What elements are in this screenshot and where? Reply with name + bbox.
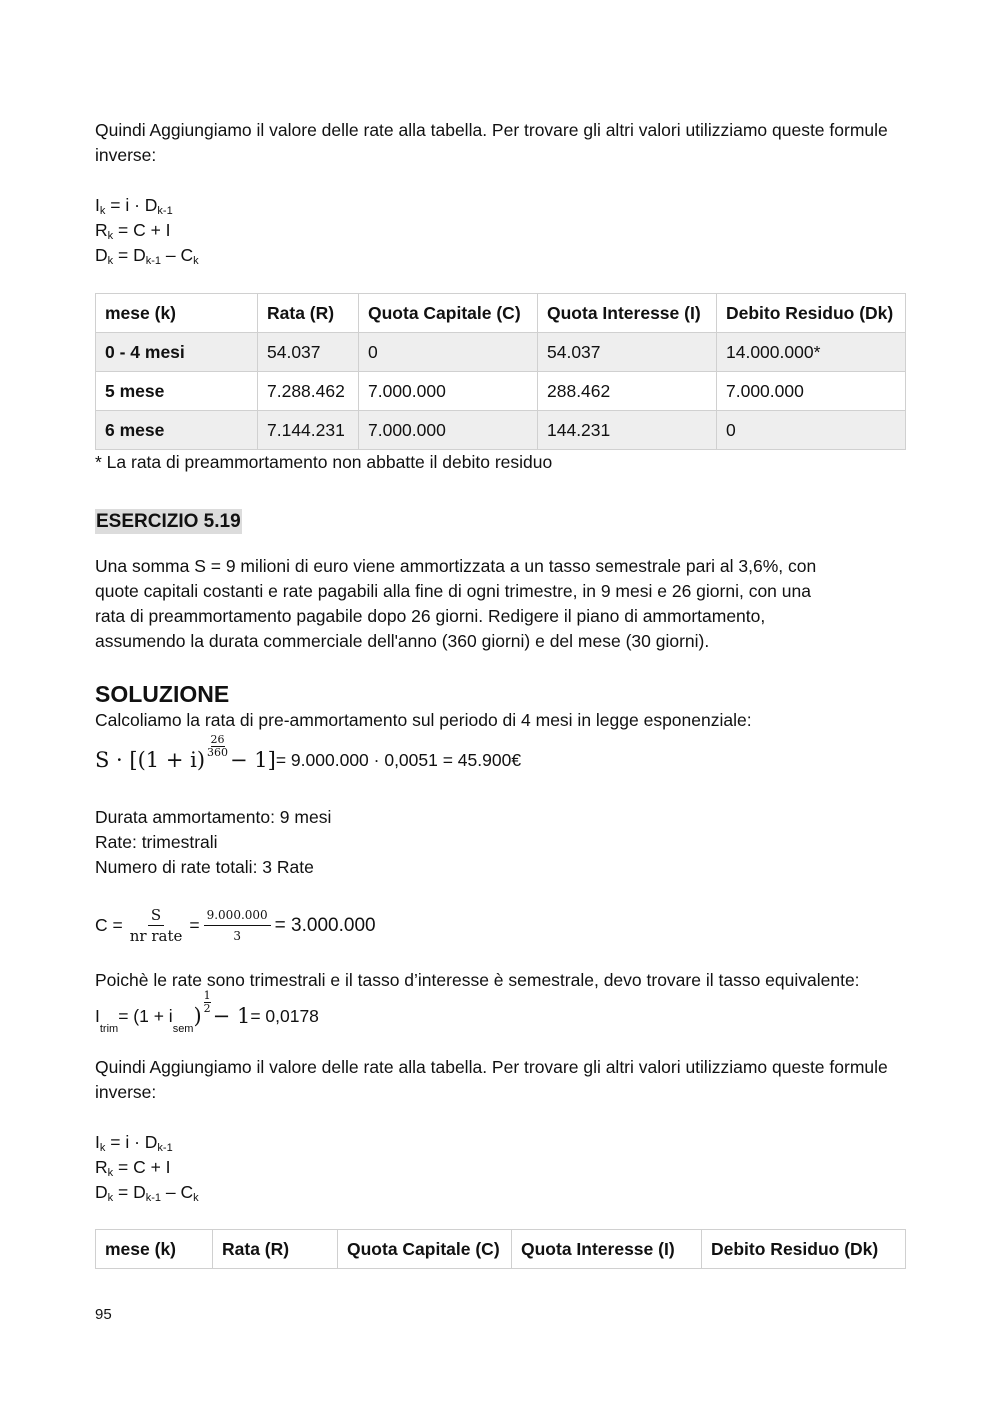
solution-intro: Calcoliamo la rata di pre-ammortamento sul periodo di 4 mesi in legge esponenziale:: [95, 710, 752, 730]
table-cell: 54.037: [538, 333, 717, 372]
duration-text: Durata ammortamento: 9 mesi: [95, 807, 332, 827]
formula-block-2: [95, 1130, 906, 1205]
table-cell: 0: [359, 333, 538, 372]
equivalent-rate-equation: I trim = (1 + i sem ) 1 2 − 1 = 0,0178: [95, 989, 319, 1035]
col-header-rate: Rata (R): [213, 1230, 338, 1269]
table-row: [96, 372, 906, 411]
amortization-table-2: [95, 1229, 906, 1269]
formula-rate: $R_k = C + I$: [95, 220, 171, 242]
table-cell: 7.000.000: [359, 372, 538, 411]
col-header-debt: Debito Residuo (Dk): [717, 294, 906, 333]
exercise-heading: [95, 509, 906, 534]
intro-paragraph: Quindi Aggiungiamo il valore delle rate alla tabella. Per trovare gli altri valori utilizziamo queste formule inverse:: [95, 120, 888, 165]
col-header-month: mese (k): [96, 1230, 213, 1269]
rate-count-text: Numero di rate totali: 3 Rate: [95, 857, 314, 877]
table-cell: 7.144.231: [258, 411, 359, 450]
fraction-s-over-rate: $\frac{S}{\text{nr rate}}$: [129, 905, 183, 945]
col-header-rate: Rata (R): [258, 294, 359, 333]
amortization-info: [95, 805, 906, 880]
page-number: 95: [95, 1306, 112, 1323]
formula-debt: $D_k = D_{k-1} - C_k$: [95, 245, 199, 267]
exercise-text: Una somma S = 9 milioni di euro viene ammortizzata a un tasso semestrale pari al 3,6%, con quote capitali costanti e rate pagabili alla fine di ogni trimestre, in 9 mesi e 26 giorni, con una rata di preammortamento pagabile dopo 26 giorni. Redigere il piano di ammortamento, assumendo la durata commerciale dell'anno (360 giorni) e del mese (30 giorni).: [95, 556, 817, 651]
formula-interest: $I_k = i \cdot D_{k-1}$: [95, 1132, 173, 1154]
formula-interest: $I_k = i \cdot D_{k-1}$: [95, 195, 173, 217]
table-cell: 144.231: [538, 411, 717, 450]
capital-equation: C = $\frac{S}{\text{nr rate}}$ = $\frac{9.000.000}{3}$ = 3.000.000: [95, 905, 376, 945]
fraction-sum-over-three: $\frac{9.000.000}{3}$: [204, 905, 271, 946]
table-cell: 288.462: [538, 372, 717, 411]
table-cell: 5 mese: [96, 372, 258, 411]
exponent-fraction: 26 360: [207, 733, 229, 759]
formula-rate: $R_k = C + I$: [95, 1157, 171, 1179]
col-header-interest: Quota Interesse (I): [538, 294, 717, 333]
table-cell: 6 mese: [96, 411, 258, 450]
intro-paragraph-2: Quindi Aggiungiamo il valore delle rate alla tabella. Per trovare gli altri valori utilizziamo queste formule inverse:: [95, 1057, 888, 1102]
table-row: [96, 333, 906, 372]
table-cell: 0 - 4 mesi: [96, 333, 258, 372]
table-header-row: [96, 294, 906, 333]
col-header-month: mese (k): [96, 294, 258, 333]
col-header-interest: Quota Interesse (I): [512, 1230, 702, 1269]
table-cell: 0: [717, 411, 906, 450]
preamortization-equation: S · [(1 + i) 26 360 − 1] = 9.000.000 · 0,0051 = 45.900€: [95, 733, 522, 772]
table-footnote: * La rata di preammortamento non abbatte il debito residuo: [95, 452, 553, 472]
exponent-fraction: 1 2: [203, 989, 211, 1015]
table-cell: 7.000.000: [717, 372, 906, 411]
col-header-debt: Debito Residuo (Dk): [702, 1230, 906, 1269]
table-cell: 7.000.000: [359, 411, 538, 450]
table-cell: 7.288.462: [258, 372, 359, 411]
col-header-capital: Quota Capitale (C): [359, 294, 538, 333]
formula-debt: $D_k = D_{k-1} - C_k$: [95, 1182, 199, 1204]
equivalent-rate-text: Poichè le rate sono trimestrali e il tasso d’interesse è semestrale, devo trovare il tasso equivalente:: [95, 970, 860, 990]
table-cell: 54.037: [258, 333, 359, 372]
formula-block: [95, 193, 906, 268]
table-cell: 14.000.000*: [717, 333, 906, 372]
col-header-capital: Quota Capitale (C): [338, 1230, 512, 1269]
document-page: [95, 118, 906, 1269]
table-header-row: [96, 1230, 906, 1269]
rate-type-text: Rate: trimestrali: [95, 832, 218, 852]
table-row: [96, 411, 906, 450]
exercise-title: ESERCIZIO 5.19: [96, 511, 241, 532]
amortization-table-1: [95, 293, 906, 450]
solution-title: SOLUZIONE: [95, 681, 230, 707]
